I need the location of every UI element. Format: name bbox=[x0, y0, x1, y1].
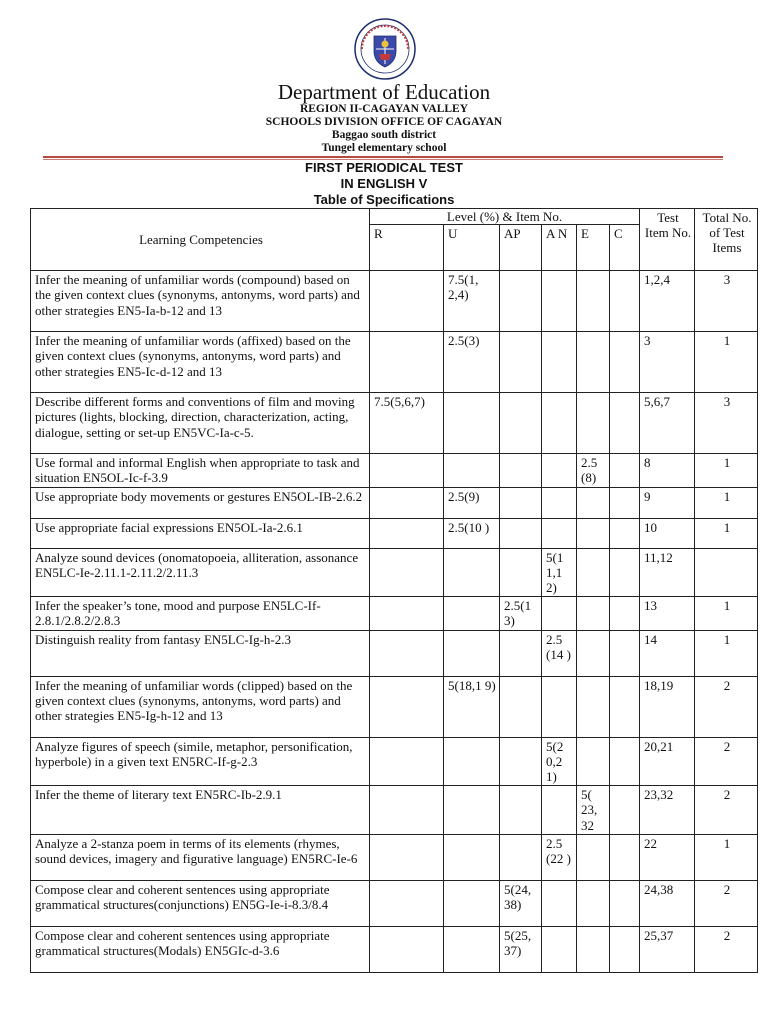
item-numbers-cell: 5,6,7 bbox=[640, 393, 695, 454]
level-ap-cell: 2.5(1 3) bbox=[500, 597, 542, 630]
total-items-cell: 1 bbox=[695, 518, 758, 548]
level-an-cell: 5(2 0,2 1) bbox=[542, 737, 577, 786]
level-r-cell bbox=[370, 271, 444, 332]
level-r-cell bbox=[370, 630, 444, 676]
header-u: U bbox=[444, 225, 500, 271]
header-e: E bbox=[577, 225, 610, 271]
table-row bbox=[31, 880, 758, 926]
header-learning-competencies: Learning Competencies bbox=[31, 209, 370, 271]
item-numbers-cell: 9 bbox=[640, 487, 695, 518]
level-ap-cell bbox=[500, 548, 542, 597]
competency-cell: Distinguish reality from fantasy EN5LC-Ig-h-2.3 bbox=[31, 630, 370, 676]
total-items-cell: 2 bbox=[695, 786, 758, 835]
level-u-cell bbox=[444, 393, 500, 454]
district-line: Baggao south district bbox=[331, 129, 437, 141]
level-ap-cell bbox=[500, 271, 542, 332]
header-divider bbox=[43, 156, 723, 158]
level-an-cell bbox=[542, 332, 577, 393]
item-numbers-cell: 25,37 bbox=[640, 926, 695, 972]
item-numbers-cell: 10 bbox=[640, 518, 695, 548]
level-e-cell bbox=[577, 880, 610, 926]
total-items-cell: 1 bbox=[695, 597, 758, 630]
header-test-item-no: Test Item No. bbox=[640, 209, 695, 271]
competency-cell: Infer the speaker’s tone, mood and purpose EN5LC-If-2.8.1/2.8.2/2.8.3 bbox=[31, 597, 370, 630]
total-items-cell: 1 bbox=[695, 487, 758, 518]
level-u-cell bbox=[444, 597, 500, 630]
level-an-cell bbox=[542, 597, 577, 630]
item-numbers-cell: 23,32 bbox=[640, 786, 695, 835]
header-total-items: Total No. of Test Items bbox=[695, 209, 758, 271]
level-c-cell bbox=[610, 630, 640, 676]
level-r-cell bbox=[370, 597, 444, 630]
table-row bbox=[31, 834, 758, 880]
level-ap-cell bbox=[500, 393, 542, 454]
total-items-cell: 1 bbox=[695, 332, 758, 393]
item-numbers-cell: 24,38 bbox=[640, 880, 695, 926]
level-u-cell: 2.5(9) bbox=[444, 487, 500, 518]
competency-cell: Analyze a 2-stanza poem in terms of its elements (rhymes, sound devices, imagery and figurative language) EN5RC-Ie-6 bbox=[31, 834, 370, 880]
level-ap-cell bbox=[500, 786, 542, 835]
level-u-cell bbox=[444, 926, 500, 972]
level-ap-cell bbox=[500, 737, 542, 786]
level-ap-cell: 5(24, 38) bbox=[500, 880, 542, 926]
level-ap-cell bbox=[500, 518, 542, 548]
level-c-cell bbox=[610, 271, 640, 332]
level-u-cell bbox=[444, 630, 500, 676]
level-r-cell bbox=[370, 737, 444, 786]
level-e-cell bbox=[577, 834, 610, 880]
level-ap-cell bbox=[500, 487, 542, 518]
table-row bbox=[31, 487, 758, 518]
level-u-cell: 5(18,1 9) bbox=[444, 676, 500, 737]
level-an-cell bbox=[542, 271, 577, 332]
level-u-cell bbox=[444, 454, 500, 487]
level-e-cell: 5( 23, 32 bbox=[577, 786, 610, 835]
level-u-cell bbox=[444, 548, 500, 597]
item-numbers-cell: 20,21 bbox=[640, 737, 695, 786]
level-an-cell bbox=[542, 454, 577, 487]
division-line: SCHOOLS DIVISION OFFICE OF CAGAYAN bbox=[265, 116, 503, 128]
total-items-cell: 2 bbox=[695, 676, 758, 737]
item-numbers-cell: 8 bbox=[640, 454, 695, 487]
level-c-cell bbox=[610, 834, 640, 880]
level-e-cell: 2.5 (8) bbox=[577, 454, 610, 487]
level-u-cell bbox=[444, 834, 500, 880]
deped-seal-logo bbox=[354, 18, 416, 80]
table-row bbox=[31, 393, 758, 454]
total-items-cell: 1 bbox=[695, 454, 758, 487]
level-e-cell bbox=[577, 271, 610, 332]
level-r-cell bbox=[370, 487, 444, 518]
competency-cell: Infer the meaning of unfamiliar words (compound) based on the given context clues (synonyms, antonyms, word parts) and other strategies EN5-Ia-b-12 and 13 bbox=[31, 271, 370, 332]
level-an-cell bbox=[542, 786, 577, 835]
table-title: Table of Specifications bbox=[313, 192, 455, 207]
total-items-cell: 1 bbox=[695, 630, 758, 676]
total-items-cell: 1 bbox=[695, 834, 758, 880]
table-row bbox=[31, 676, 758, 737]
level-c-cell bbox=[610, 548, 640, 597]
item-numbers-cell: 13 bbox=[640, 597, 695, 630]
level-an-cell bbox=[542, 676, 577, 737]
level-u-cell bbox=[444, 737, 500, 786]
level-an-cell bbox=[542, 518, 577, 548]
level-u-cell bbox=[444, 880, 500, 926]
total-items-cell: 3 bbox=[695, 271, 758, 332]
competency-cell: Use appropriate facial expressions EN5OL-Ia-2.6.1 bbox=[31, 518, 370, 548]
header-c: C bbox=[610, 225, 640, 271]
table-row bbox=[31, 926, 758, 972]
level-c-cell bbox=[610, 393, 640, 454]
competency-cell: Compose clear and coherent sentences using appropriate grammatical structures(conjunctions) EN5G-Ie-i-8.3/8.4 bbox=[31, 880, 370, 926]
level-e-cell bbox=[577, 548, 610, 597]
level-e-cell bbox=[577, 630, 610, 676]
level-r-cell bbox=[370, 880, 444, 926]
item-numbers-cell: 18,19 bbox=[640, 676, 695, 737]
department-title: Department of Education bbox=[277, 80, 491, 104]
level-u-cell bbox=[444, 786, 500, 835]
competency-cell: Infer the meaning of unfamiliar words (affixed) based on the given context clues (synonyms, antonyms, word parts) and other strategies EN5-Ic-d-12 and 13 bbox=[31, 332, 370, 393]
total-items-cell: 2 bbox=[695, 926, 758, 972]
header-r: R bbox=[370, 225, 444, 271]
level-an-cell bbox=[542, 487, 577, 518]
item-numbers-cell: 22 bbox=[640, 834, 695, 880]
competency-cell: Infer the meaning of unfamiliar words (clipped) based on the given context clues (synonyms, antonyms, word parts) and other strategies EN5-Ig-h-12 and 13 bbox=[31, 676, 370, 737]
item-numbers-cell: 14 bbox=[640, 630, 695, 676]
level-e-cell bbox=[577, 393, 610, 454]
total-items-cell: 2 bbox=[695, 737, 758, 786]
level-e-cell bbox=[577, 487, 610, 518]
test-title: FIRST PERIODICAL TEST bbox=[305, 160, 463, 175]
level-r-cell bbox=[370, 332, 444, 393]
level-c-cell bbox=[610, 926, 640, 972]
level-an-cell bbox=[542, 393, 577, 454]
header-an: A N bbox=[542, 225, 577, 271]
region-line: REGION II-CAGAYAN VALLEY bbox=[299, 103, 469, 115]
level-r-cell bbox=[370, 548, 444, 597]
competency-cell: Compose clear and coherent sentences using appropriate grammatical structures(Modals) EN5GIc-d-3.6 bbox=[31, 926, 370, 972]
level-c-cell bbox=[610, 597, 640, 630]
competency-cell: Infer the theme of literary text EN5RC-Ib-2.9.1 bbox=[31, 786, 370, 835]
competency-cell: Use formal and informal English when appropriate to task and situation EN5OL-Ic-f-3.9 bbox=[31, 454, 370, 487]
table-row bbox=[31, 597, 758, 630]
level-ap-cell bbox=[500, 454, 542, 487]
level-an-cell bbox=[542, 880, 577, 926]
total-items-cell bbox=[695, 548, 758, 597]
level-ap-cell bbox=[500, 834, 542, 880]
level-ap-cell bbox=[500, 332, 542, 393]
level-r-cell bbox=[370, 834, 444, 880]
header-ap: AP bbox=[500, 225, 542, 271]
level-c-cell bbox=[610, 737, 640, 786]
table-row bbox=[31, 518, 758, 548]
level-c-cell bbox=[610, 880, 640, 926]
school-line: Tungel elementary school bbox=[321, 142, 447, 154]
level-an-cell: 2.5 (22 ) bbox=[542, 834, 577, 880]
level-r-cell bbox=[370, 676, 444, 737]
header-level: Level (%) & Item No. bbox=[370, 209, 640, 225]
level-c-cell bbox=[610, 518, 640, 548]
level-r-cell bbox=[370, 926, 444, 972]
competency-cell: Analyze sound devices (onomatopoeia, alliteration, assonance EN5LC-Ie-2.11.1-2.11.2/2.11.3 bbox=[31, 548, 370, 597]
level-r-cell bbox=[370, 518, 444, 548]
level-e-cell bbox=[577, 926, 610, 972]
level-c-cell bbox=[610, 454, 640, 487]
table-row bbox=[31, 454, 758, 487]
level-e-cell bbox=[577, 676, 610, 737]
item-numbers-cell: 3 bbox=[640, 332, 695, 393]
level-ap-cell bbox=[500, 630, 542, 676]
competency-cell: Analyze figures of speech (simile, metaphor, personification, hyperbole) in a given text EN5RC-If-g-2.3 bbox=[31, 737, 370, 786]
level-an-cell: 2.5 (14 ) bbox=[542, 630, 577, 676]
level-an-cell bbox=[542, 926, 577, 972]
level-ap-cell bbox=[500, 676, 542, 737]
table-row bbox=[31, 271, 758, 332]
level-e-cell bbox=[577, 597, 610, 630]
level-e-cell bbox=[577, 518, 610, 548]
table-row bbox=[31, 786, 758, 835]
item-numbers-cell: 1,2,4 bbox=[640, 271, 695, 332]
level-e-cell bbox=[577, 332, 610, 393]
level-r-cell bbox=[370, 454, 444, 487]
table-row bbox=[31, 737, 758, 786]
specifications-table bbox=[30, 208, 758, 973]
level-c-cell bbox=[610, 786, 640, 835]
table-row bbox=[31, 548, 758, 597]
level-c-cell bbox=[610, 487, 640, 518]
competency-cell: Describe different forms and conventions of film and moving pictures (lights, blocking, direction, characterization, acting, dialogue, setting or set-up EN5VC-Ia-c-5. bbox=[31, 393, 370, 454]
total-items-cell: 3 bbox=[695, 393, 758, 454]
level-c-cell bbox=[610, 332, 640, 393]
competency-cell: Use appropriate body movements or gestures EN5OL-IB-2.6.2 bbox=[31, 487, 370, 518]
table-row bbox=[31, 332, 758, 393]
level-r-cell: 7.5(5,6,7) bbox=[370, 393, 444, 454]
level-c-cell bbox=[610, 676, 640, 737]
level-u-cell: 2.5(10 ) bbox=[444, 518, 500, 548]
total-items-cell: 2 bbox=[695, 880, 758, 926]
level-ap-cell: 5(25, 37) bbox=[500, 926, 542, 972]
subject-title: IN ENGLISH V bbox=[340, 176, 428, 191]
level-u-cell: 2.5(3) bbox=[444, 332, 500, 393]
level-r-cell bbox=[370, 786, 444, 835]
level-an-cell: 5(1 1,1 2) bbox=[542, 548, 577, 597]
level-e-cell bbox=[577, 737, 610, 786]
level-u-cell: 7.5(1, 2,4) bbox=[444, 271, 500, 332]
table-row bbox=[31, 630, 758, 676]
item-numbers-cell: 11,12 bbox=[640, 548, 695, 597]
